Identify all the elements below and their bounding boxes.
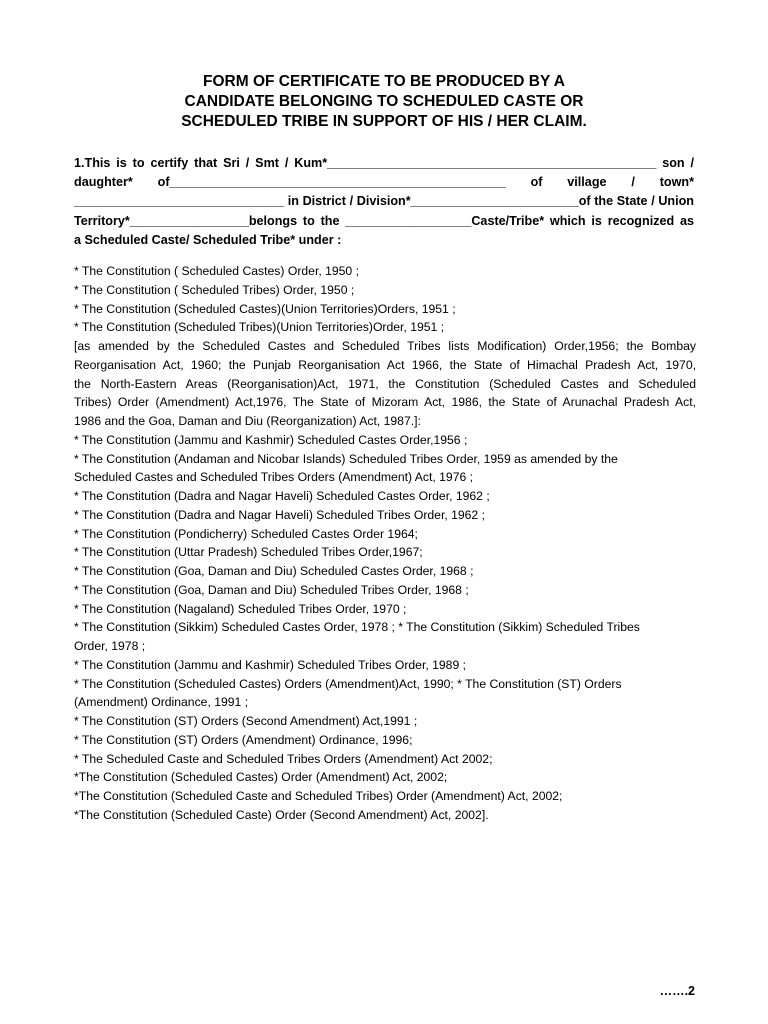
order-line: (Amendment) Ordinance, 1991 ;: [74, 695, 249, 710]
certify-line: a Scheduled Caste/ Scheduled Tribe* under :: [74, 232, 342, 247]
order-line: * The Constitution (Pondicherry) Scheduled Castes Order 1964;: [74, 526, 418, 541]
order-line: Tribes) Order (Amendment) Act,1976, The State of Mizoram Act, 1986, the State of Arunachal Pradesh Act,: [74, 395, 696, 410]
order-line: Reorganisation Act, 1960; the Punjab Reorganisation Act 1966, the State of Himachal Pradesh Act, 1970,: [74, 357, 696, 372]
order-line: * The Constitution ( Scheduled Tribes) Order, 1950 ;: [74, 282, 355, 297]
certify-line: 1.This is to certify that Sri / Smt / Kum*_______________________________________________ son /: [74, 156, 694, 170]
form-title: [74, 72, 694, 132]
order-line: * The Constitution (Jammu and Kashmir) Scheduled Castes Order,1956 ;: [74, 432, 468, 447]
order-line: 1986 and the Goa, Daman and Diu (Reorganization) Act, 1987.]:: [74, 414, 421, 428]
order-line: * The Constitution (Scheduled Tribes)(Union Territories)Order, 1951 ;: [74, 320, 445, 335]
title-line: FORM OF CERTIFICATE TO BE PRODUCED BY A: [203, 73, 565, 90]
order-line: Scheduled Castes and Scheduled Tribes Orders (Amendment) Act, 1976 ;: [74, 470, 474, 485]
title-line: CANDIDATE BELONGING TO SCHEDULED CASTE OR: [184, 93, 584, 110]
certify-line: Territory*_________________belongs to the __________________Caste/Tribe* which is recognized as: [74, 213, 694, 228]
order-line: * The Constitution ( Scheduled Castes) Order, 1950 ;: [74, 264, 359, 278]
title-line: SCHEDULED TRIBE IN SUPPORT OF HIS / HER CLAIM.: [181, 113, 587, 130]
order-line: * The Constitution (Goa, Daman and Diu) Scheduled Tribes Order, 1968 ;: [74, 582, 469, 597]
order-line: * The Scheduled Caste and Scheduled Tribes Orders (Amendment) Act 2002;: [74, 751, 493, 766]
order-line: Order, 1978 ;: [74, 639, 146, 653]
order-line: * The Constitution (Sikkim) Scheduled Castes Order, 1978 ; * The Constitution (Sikkim) Scheduled Tribes: [74, 620, 640, 635]
order-line: [as amended by the Scheduled Castes and Scheduled Tribes lists Modification) Order,1956; the Bombay: [74, 339, 696, 353]
order-line: * The Constitution (Dadra and Nagar Haveli) Scheduled Castes Order, 1962 ;: [74, 489, 490, 503]
order-line: *The Constitution (Scheduled Castes) Order (Amendment) Act, 2002;: [74, 770, 448, 785]
certification-paragraph: [74, 154, 694, 250]
order-line: * The Constitution (ST) Orders (Amendment) Ordinance, 1996;: [74, 732, 413, 747]
order-line: * The Constitution (Nagaland) Scheduled Tribes Order, 1970 ;: [74, 601, 407, 616]
order-line: * The Constitution (Andaman and Nicobar Islands) Scheduled Tribes Order, 1959 as amended by the: [74, 451, 618, 466]
order-line: *The Constitution (Scheduled Caste) Order (Second Amendment) Act, 2002].: [74, 807, 489, 822]
order-line: * The Constitution (Goa, Daman and Diu) Scheduled Castes Order, 1968 ;: [74, 564, 474, 578]
order-line: * The Constitution (Scheduled Castes) Orders (Amendment)Act, 1990; * The Constitution (ST) Orders: [74, 676, 622, 691]
order-line: * The Constitution (Jammu and Kashmir) Scheduled Tribes Order, 1989 ;: [74, 657, 466, 672]
order-line: * The Constitution (Uttar Pradesh) Scheduled Tribes Order,1967;: [74, 545, 423, 560]
order-line: the North-Eastern Areas (Reorganisation)Act, 1971, the Constitution (Scheduled Castes and Scheduled: [74, 376, 696, 391]
order-line: * The Constitution (ST) Orders (Second Amendment) Act,1991 ;: [74, 714, 418, 728]
order-line: * The Constitution (Scheduled Castes)(Union Territories)Orders, 1951 ;: [74, 301, 456, 316]
order-line: * The Constitution (Dadra and Nagar Haveli) Scheduled Tribes Order, 1962 ;: [74, 507, 485, 522]
certify-line: ______________________________ in District / Division*________________________of the State / Union: [74, 194, 694, 209]
page-continuation-marker: …….2: [659, 984, 695, 998]
order-line: *The Constitution (Scheduled Caste and Scheduled Tribes) Order (Amendment) Act, 2002;: [74, 789, 563, 803]
constitution-orders-list: [74, 262, 696, 825]
certify-line: daughter* of________________________________________________ of village / town*: [74, 175, 694, 190]
